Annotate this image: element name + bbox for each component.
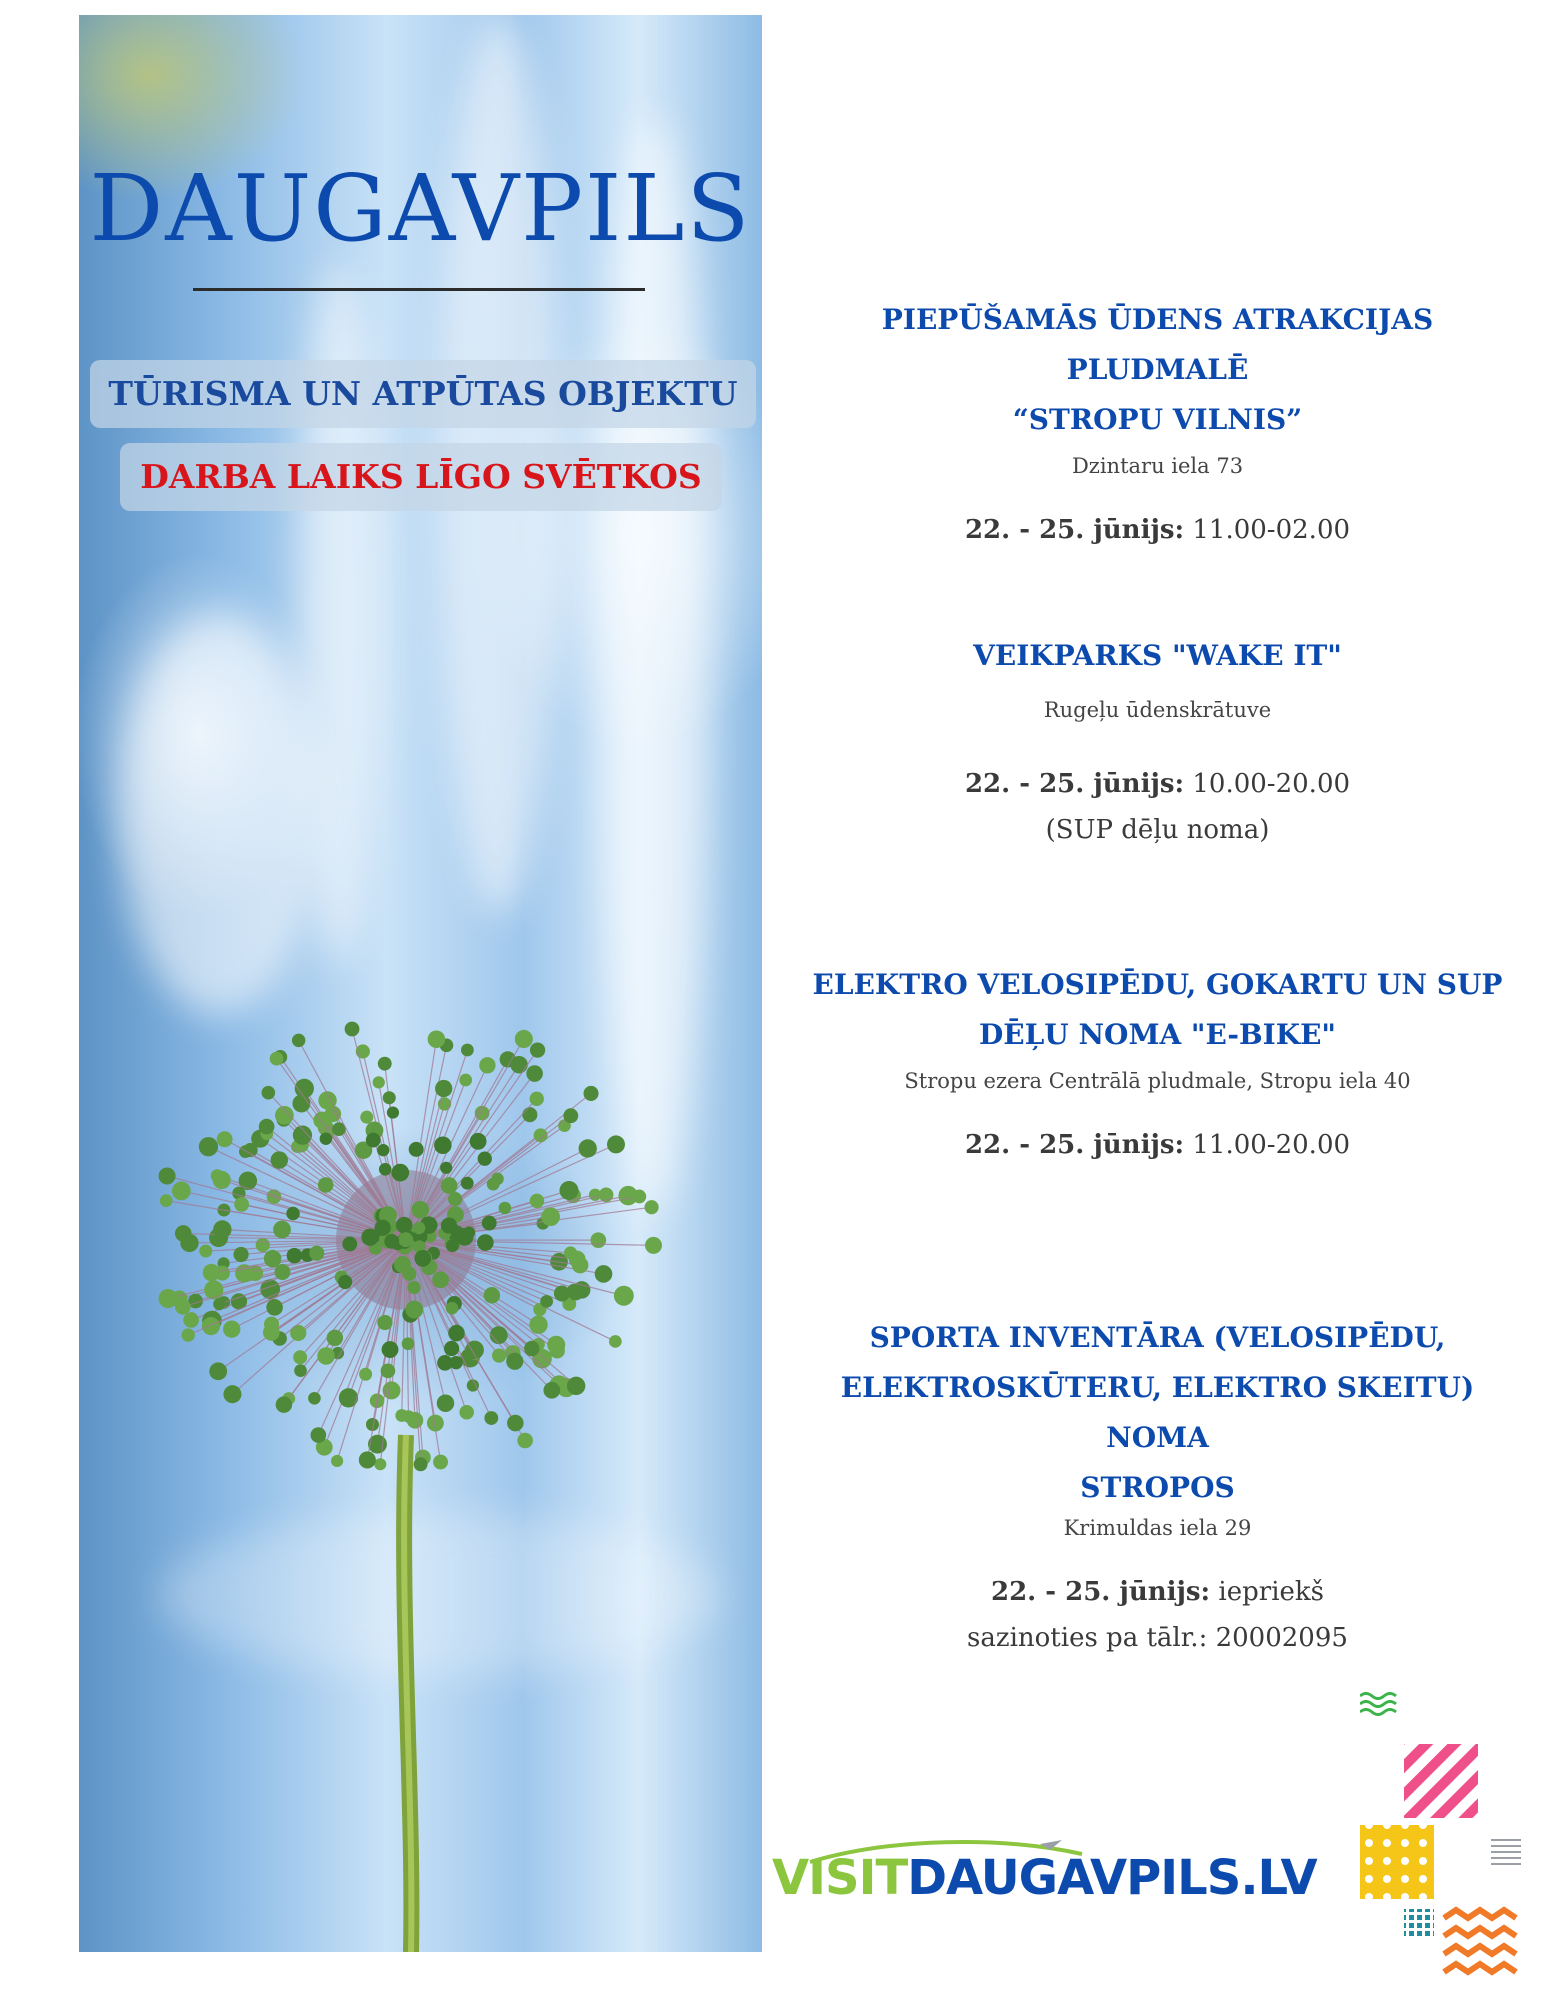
listing-title-line: ELEKTRO VELOSIPĒDU, GOKARTU UN SUP xyxy=(812,968,1503,1001)
subtitle-line-2: DARBA LAIKS LĪGO SVĒTKOS xyxy=(120,443,722,511)
listing-e-bike xyxy=(790,960,1525,1168)
listing-note: sazinoties pa tālr.: 20002095 xyxy=(967,1623,1348,1653)
listing-address: Rugeļu ūdenskrātuve xyxy=(1043,698,1272,722)
listing-hours xyxy=(790,1122,1525,1168)
listing-address: Stropu ezera Centrālā pludmale, Stropu iela 40 xyxy=(904,1069,1411,1093)
visit-daugavpils-logo[interactable] xyxy=(772,1850,1317,1906)
listing-title-line: ELEKTROSKŪTERU, ELEKTRO SKEITU) NOMA xyxy=(840,1371,1475,1454)
hero-photo xyxy=(79,15,762,1952)
listing-time: 11.00-20.00 xyxy=(1184,1130,1351,1160)
zigzag-pattern-icon xyxy=(1444,1905,1518,1985)
decorative-pattern-tiles xyxy=(1360,1690,1545,1990)
listing-address: Dzintaru iela 73 xyxy=(1071,454,1244,478)
dot-pattern-icon xyxy=(1360,1825,1434,1899)
listing-title-line: “STROPU VILNIS” xyxy=(1012,403,1303,436)
logo-visit: VISIT xyxy=(772,1850,908,1906)
listing-title xyxy=(790,295,1525,445)
listing-title-line: VEIKPARKS "WAKE IT" xyxy=(973,639,1342,672)
listing-title-line: DĒĻU NOMA "E-BIKE" xyxy=(978,1018,1337,1051)
listing-dates: 22. - 25. jūnijs: xyxy=(964,1130,1185,1160)
grid-pattern-icon xyxy=(1491,1840,1521,1864)
listing-address: Krimuldas iela 29 xyxy=(1063,1516,1252,1540)
listing-note: (SUP dēļu noma) xyxy=(1045,815,1270,845)
listing-sports-rental xyxy=(790,1313,1525,1661)
listing-dates: 22. - 25. jūnijs: xyxy=(964,515,1185,545)
listing-hours xyxy=(790,1569,1525,1615)
stripe-pattern-icon xyxy=(1404,1744,1478,1818)
title-divider xyxy=(193,288,645,291)
listing-dates: 22. - 25. jūnijs: xyxy=(991,1577,1211,1607)
listing-time: 10.00-20.00 xyxy=(1184,769,1351,799)
listing-title xyxy=(790,960,1525,1060)
listing-time: iepriekš xyxy=(1210,1577,1324,1607)
teal-grid-icon xyxy=(1404,1909,1434,1939)
listing-hours xyxy=(790,761,1525,807)
page-title: DAUGAVPILS xyxy=(89,155,752,262)
listing-title xyxy=(790,1313,1525,1513)
listing-title-line: STROPOS xyxy=(1080,1471,1235,1504)
listing-water-attractions xyxy=(790,295,1525,553)
allium-flower-icon xyxy=(79,15,762,1952)
wave-pattern-icon xyxy=(1360,1694,1396,1715)
listing-hours xyxy=(790,507,1525,553)
listing-title-line: SPORTA INVENTĀRA (VELOSIPĒDU, xyxy=(869,1321,1446,1354)
listing-title xyxy=(790,631,1525,681)
listing-wake-it xyxy=(790,631,1525,853)
listing-title-line: PIEPŪŠAMĀS ŪDENS ATRAKCIJAS PLUDMALĒ xyxy=(881,303,1434,386)
listing-time: 11.00-02.00 xyxy=(1184,515,1351,545)
subtitle-line-1: TŪRISMA UN ATPŪTAS OBJEKTU xyxy=(90,360,756,428)
listing-dates: 22. - 25. jūnijs: xyxy=(964,769,1185,799)
logo-daugavpils: DAUGAVPILS.LV xyxy=(907,1850,1317,1906)
